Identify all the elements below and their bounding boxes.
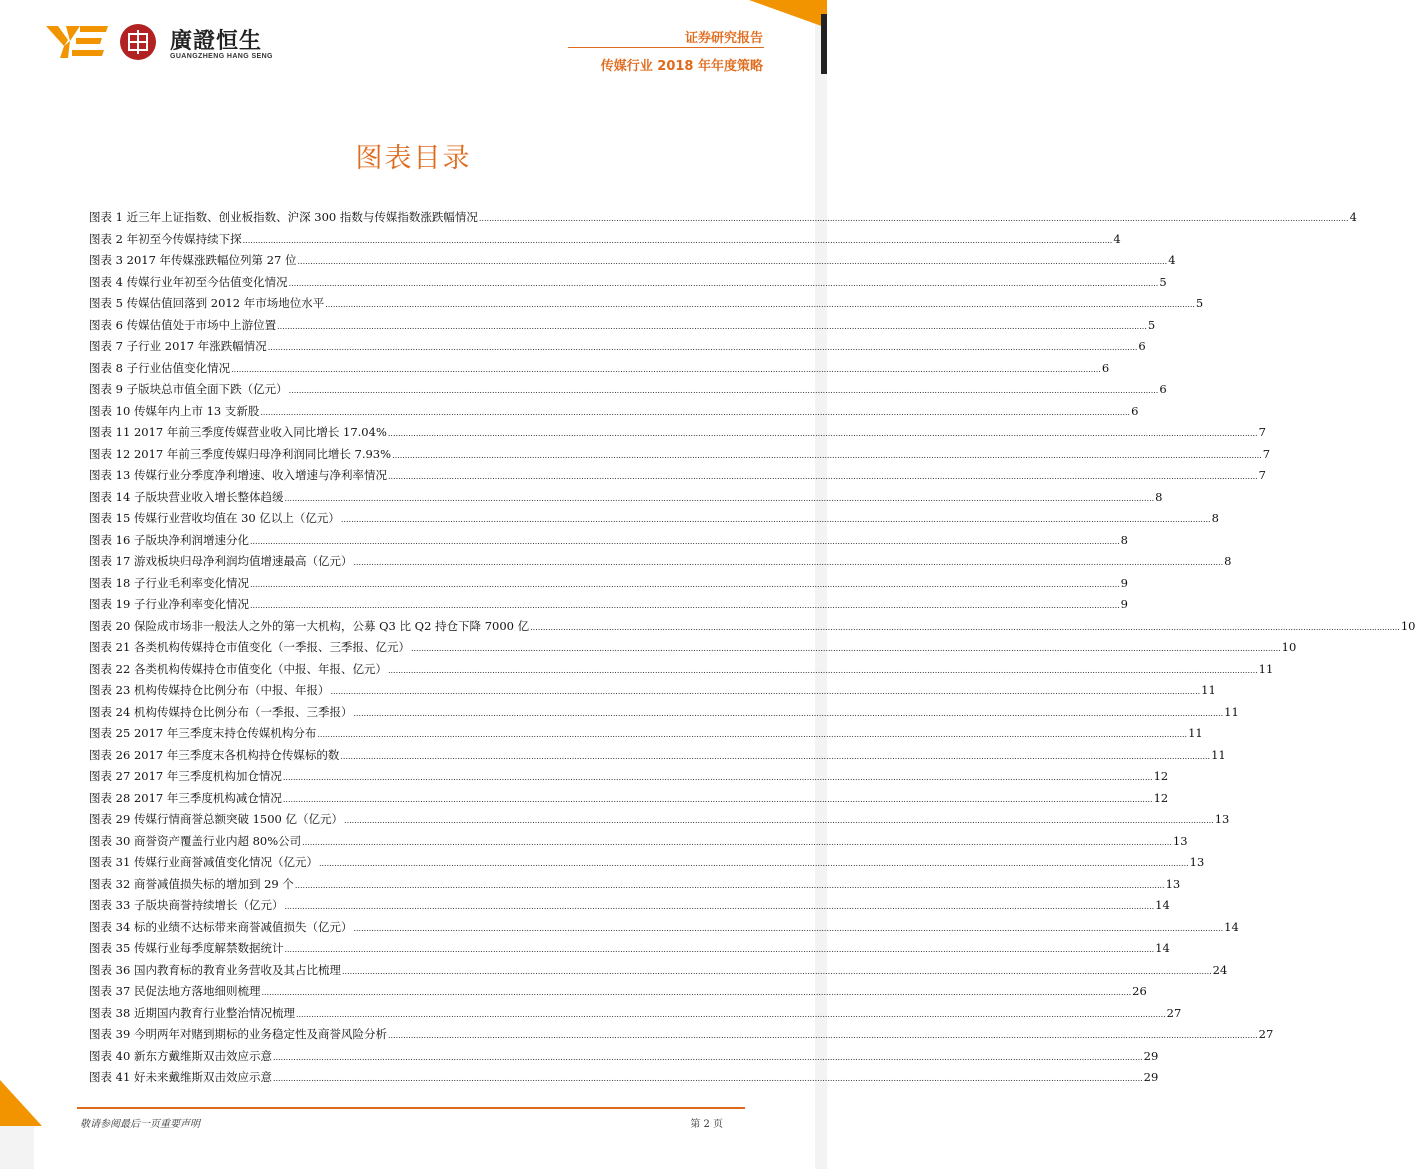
toc-entry-label: 图表 19 子行业净利率变化情况 bbox=[89, 597, 249, 611]
toc-entry[interactable] bbox=[89, 1024, 1274, 1046]
toc-entry-label: 图表 10 传媒年内上市 13 支新股 bbox=[89, 403, 260, 418]
toc-entry-label: 图表 15 传媒行业营收均值在 30 亿以上（亿元） bbox=[89, 511, 340, 525]
toc-entry-label: 图表 1 近三年上证指数、创业板指数、沪深 300 指数与传媒指数涨跌幅情况 bbox=[89, 210, 478, 224]
toc-entry-label: 图表 25 2017 年三季度末持仓传媒机构分布 bbox=[89, 726, 317, 740]
toc-entry[interactable] bbox=[89, 358, 1110, 380]
toc-entry[interactable] bbox=[89, 637, 1297, 659]
toc-leader-dots bbox=[392, 445, 1262, 467]
toc-leader-dots bbox=[298, 251, 1168, 273]
toc-entry-page: 6 bbox=[1131, 403, 1139, 418]
toc-entry[interactable] bbox=[89, 422, 1266, 444]
report-title: 传媒行业 2018 年年度策略 bbox=[600, 59, 763, 74]
page-number: 第 2 页 bbox=[690, 1119, 723, 1130]
toc-entry[interactable] bbox=[89, 1046, 1159, 1068]
toc-entry[interactable] bbox=[89, 1067, 1159, 1089]
toc-leader-dots bbox=[243, 230, 1113, 252]
toc-entry[interactable] bbox=[89, 831, 1188, 853]
toc-leader-dots bbox=[250, 574, 1120, 596]
toc-leader-dots bbox=[250, 595, 1120, 617]
toc-entry[interactable] bbox=[89, 530, 1128, 552]
report-type: 证券研究报告 bbox=[684, 31, 763, 46]
toc-entry-label: 图表 24 机构传媒持仓比例分布（一季报、三季报） bbox=[89, 704, 353, 719]
brand-subtitle: GUANGZHENG HANG SENG bbox=[170, 53, 273, 60]
toc-leader-dots bbox=[284, 488, 1154, 510]
toc-entry[interactable] bbox=[89, 981, 1147, 1003]
toc-entry-label: 图表 35 传媒行业每季度解禁数据统计 bbox=[89, 941, 284, 955]
toc-leader-dots bbox=[411, 638, 1281, 660]
toc-entry-label: 图表 41 好未来戴维斯双击效应示意 bbox=[89, 1070, 272, 1084]
toc-leader-dots bbox=[273, 1068, 1143, 1090]
header-divider bbox=[568, 47, 764, 48]
toc-entry[interactable] bbox=[89, 444, 1271, 466]
toc-entry-page: 8 bbox=[1224, 554, 1232, 568]
toc-entry-label: 图表 34 标的业绩不达标带来商誉减值损失（亿元） bbox=[89, 919, 353, 934]
toc-entry-page: 5 bbox=[1147, 317, 1156, 332]
toc-entry-label: 图表 39 今明两年对赌到期标的业务稳定性及商誉风险分析 bbox=[89, 1027, 387, 1041]
toc-entry[interactable] bbox=[89, 272, 1167, 294]
toc-entry-label: 图表 12 2017 年前三季度传媒归母净利润同比增长 7.93% bbox=[89, 446, 392, 461]
toc-entry-label: 图表 6 传媒估值处于市场中上游位置 bbox=[89, 317, 277, 332]
toc-entry[interactable] bbox=[89, 766, 1169, 788]
toc-entry-page: 29 bbox=[1143, 1048, 1159, 1063]
toc-entry[interactable] bbox=[89, 616, 1415, 638]
toc-entry-label: 图表 32 商誉减值损失标的增加到 29 个 bbox=[89, 876, 294, 891]
toc-entry-page: 14 bbox=[1155, 898, 1170, 912]
toc-entry[interactable] bbox=[89, 809, 1230, 831]
toc-leader-dots bbox=[250, 531, 1120, 553]
toc-entry[interactable] bbox=[89, 852, 1205, 874]
toc-leader-dots bbox=[302, 832, 1172, 854]
toc-entry[interactable] bbox=[89, 723, 1203, 745]
toc-entry-label: 图表 13 传媒行业分季度净利增速、收入增速与净利率情况 bbox=[89, 468, 387, 482]
toc-entry-label: 图表 27 2017 年三季度机构加仓情况 bbox=[89, 769, 282, 783]
toc-entry[interactable] bbox=[89, 594, 1128, 616]
toc-entry-page: 26 bbox=[1132, 984, 1147, 998]
toc-leader-dots bbox=[353, 703, 1223, 725]
toc-leader-dots bbox=[340, 746, 1210, 768]
toc-leader-dots bbox=[296, 1004, 1166, 1026]
toc-entry-page: 12 bbox=[1153, 790, 1169, 805]
toc-entry-label: 图表 36 国内教育标的教育业务营收及其占比梳理 bbox=[89, 962, 341, 977]
toc-entry-page: 13 bbox=[1214, 812, 1230, 826]
toc-leader-dots bbox=[353, 918, 1223, 940]
footer-disclaimer: 敬请参阅最后一页重要声明 bbox=[80, 1119, 200, 1130]
toc-leader-dots bbox=[388, 1025, 1258, 1047]
page-title: 图表目录 bbox=[355, 143, 472, 174]
toc-entry[interactable] bbox=[89, 401, 1139, 423]
toc-entry-page: 5 bbox=[1195, 296, 1204, 310]
toc-entry-page: 11 bbox=[1224, 704, 1239, 719]
toc-entry[interactable] bbox=[89, 336, 1146, 358]
toc-entry-label: 图表 28 2017 年三季度机构减仓情况 bbox=[89, 790, 282, 805]
toc-entry[interactable] bbox=[89, 788, 1169, 810]
toc-entry-label: 图表 21 各类机构传媒持仓市值变化（一季报、三季报、亿元） bbox=[89, 640, 410, 654]
toc-entry-label: 图表 29 传媒行情商誉总额突破 1500 亿（亿元） bbox=[89, 812, 344, 826]
toc-entry-page: 4 bbox=[1168, 253, 1176, 267]
toc-leader-dots bbox=[295, 875, 1165, 897]
toc-entry[interactable] bbox=[89, 917, 1239, 939]
corner-accent-top-right bbox=[749, 0, 827, 28]
toc-leader-dots bbox=[283, 789, 1153, 811]
toc-entry-page: 9 bbox=[1120, 597, 1128, 611]
toc-entry[interactable] bbox=[89, 938, 1170, 960]
corner-accent-bottom-left bbox=[0, 1080, 42, 1126]
toc-leader-dots bbox=[341, 509, 1211, 531]
toc-entry-page: 6 bbox=[1159, 382, 1167, 396]
toc-entry-label: 图表 18 子行业毛利率变化情况 bbox=[89, 575, 249, 590]
toc-leader-dots bbox=[388, 466, 1258, 488]
toc-entry[interactable] bbox=[89, 315, 1156, 337]
toc-entry-label: 图表 31 传媒行业商誉减值变化情况（亿元） bbox=[89, 855, 318, 869]
toc-entry[interactable] bbox=[89, 680, 1216, 702]
toc-entry-label: 图表 11 2017 年前三季度传媒营业收入同比增长 17.04% bbox=[89, 425, 387, 439]
toc-entry-label: 图表 4 传媒行业年初至今估值变化情况 bbox=[89, 274, 288, 289]
brand-logo-icon bbox=[46, 22, 110, 60]
toc-entry[interactable] bbox=[89, 702, 1239, 724]
footer-divider bbox=[77, 1107, 745, 1109]
toc-entry-label: 图表 38 近期国内教育行业整治情况梳理 bbox=[89, 1005, 295, 1020]
toc-entry-page: 11 bbox=[1211, 747, 1226, 762]
toc-leader-dots bbox=[283, 767, 1153, 789]
toc-entry-label: 图表 37 民促法地方落地细则梳理 bbox=[89, 984, 261, 998]
toc-entry-label: 图表 5 传媒估值回落到 2012 年市场地位水平 bbox=[89, 296, 325, 310]
toc-entry-page: 27 bbox=[1258, 1027, 1274, 1041]
toc-entry-label: 图表 23 机构传媒持仓比例分布（中报、年报） bbox=[89, 683, 330, 697]
toc-entry-page: 4 bbox=[1349, 210, 1357, 224]
toc-leader-dots bbox=[284, 939, 1154, 961]
toc-entry[interactable] bbox=[89, 508, 1219, 530]
toc-entry-page: 14 bbox=[1224, 919, 1239, 934]
toc-leader-dots bbox=[388, 423, 1258, 445]
toc-entry[interactable] bbox=[89, 229, 1121, 251]
toc-entry[interactable] bbox=[89, 487, 1163, 509]
corner-band-bottom-left bbox=[0, 1126, 34, 1169]
toc-entry-page: 7 bbox=[1262, 446, 1271, 461]
toc-leader-dots bbox=[530, 617, 1400, 639]
toc-entry-page: 14 bbox=[1155, 941, 1170, 955]
toc-entry-page: 8 bbox=[1120, 532, 1128, 547]
toc-entry-label: 图表 9 子版块总市值全面下跌（亿元） bbox=[89, 382, 288, 396]
toc-entry[interactable] bbox=[89, 895, 1170, 917]
toc-leader-dots bbox=[342, 961, 1212, 983]
toc-entry[interactable] bbox=[89, 551, 1232, 573]
figure-list bbox=[89, 207, 1415, 1089]
toc-entry-label: 图表 14 子版块营业收入增长整体趋缓 bbox=[89, 489, 284, 504]
toc-leader-dots bbox=[388, 660, 1258, 682]
toc-entry-page: 7 bbox=[1258, 425, 1266, 439]
toc-entry-page: 10 bbox=[1281, 640, 1297, 654]
toc-leader-dots bbox=[277, 316, 1147, 338]
toc-entry-label: 图表 2 年初至今传媒持续下探 bbox=[89, 231, 242, 246]
toc-entry-page: 8 bbox=[1155, 489, 1163, 504]
toc-entry[interactable] bbox=[89, 960, 1228, 982]
toc-entry-page: 12 bbox=[1153, 769, 1169, 783]
toc-entry-page: 11 bbox=[1188, 726, 1203, 740]
toc-leader-dots bbox=[344, 810, 1214, 832]
toc-entry-label: 图表 8 子行业估值变化情况 bbox=[89, 360, 231, 375]
corner-bar-top-right bbox=[821, 14, 827, 74]
toc-entry[interactable] bbox=[89, 207, 1357, 229]
toc-entry-page: 9 bbox=[1120, 575, 1128, 590]
toc-leader-dots bbox=[284, 896, 1154, 918]
toc-entry-label: 图表 17 游戏板块归母净利润均值增速最高（亿元） bbox=[89, 554, 353, 568]
toc-entry-label: 图表 30 商誉资产覆盖行业内超 80%公司 bbox=[89, 833, 302, 848]
toc-entry[interactable] bbox=[89, 250, 1176, 272]
toc-leader-dots bbox=[330, 681, 1200, 703]
toc-leader-dots bbox=[479, 208, 1349, 230]
toc-leader-dots bbox=[319, 853, 1189, 875]
toc-leader-dots bbox=[289, 273, 1159, 295]
brand-name: 廣證恒生 bbox=[170, 29, 263, 54]
toc-leader-dots bbox=[268, 337, 1138, 359]
toc-entry-label: 图表 7 子行业 2017 年涨跌幅情况 bbox=[89, 339, 267, 353]
toc-entry-label: 图表 40 新东方戴维斯双击效应示意 bbox=[89, 1048, 272, 1063]
toc-entry-page: 7 bbox=[1258, 468, 1266, 482]
toc-entry-label: 图表 16 子版块净利润增速分化 bbox=[89, 532, 249, 547]
toc-entry[interactable] bbox=[89, 874, 1181, 896]
brand-seal-icon bbox=[118, 22, 158, 62]
toc-entry[interactable] bbox=[89, 1003, 1182, 1025]
toc-entry[interactable] bbox=[89, 293, 1204, 315]
toc-leader-dots bbox=[231, 359, 1101, 381]
toc-entry-page: 13 bbox=[1172, 833, 1188, 848]
toc-entry-page: 5 bbox=[1159, 274, 1167, 289]
toc-entry-page: 11 bbox=[1201, 683, 1216, 697]
toc-leader-dots bbox=[273, 1047, 1143, 1069]
toc-entry-page: 6 bbox=[1138, 339, 1146, 353]
toc-entry-page: 13 bbox=[1165, 876, 1181, 891]
toc-entry-page: 13 bbox=[1189, 855, 1205, 869]
toc-entry-label: 图表 26 2017 年三季度末各机构持仓传媒标的数 bbox=[89, 747, 340, 762]
toc-entry[interactable] bbox=[89, 379, 1167, 401]
toc-leader-dots bbox=[325, 294, 1195, 316]
toc-entry[interactable] bbox=[89, 465, 1266, 487]
toc-entry-page: 27 bbox=[1166, 1005, 1182, 1020]
toc-entry-page: 6 bbox=[1101, 360, 1110, 375]
toc-entry-page: 4 bbox=[1113, 231, 1121, 246]
toc-entry-page: 8 bbox=[1211, 511, 1219, 525]
toc-entry-label: 图表 3 2017 年传媒涨跌幅位列第 27 位 bbox=[89, 253, 297, 267]
toc-entry-page: 24 bbox=[1212, 962, 1228, 977]
toc-leader-dots bbox=[353, 552, 1223, 574]
toc-entry-page: 11 bbox=[1258, 661, 1274, 676]
toc-entry[interactable] bbox=[89, 573, 1128, 595]
toc-entry-page: 10 bbox=[1400, 618, 1415, 633]
toc-entry-label: 图表 20 保险成市场非一般法人之外的第一大机构，公募 Q3 比 Q2 持仓下降 7000 亿 bbox=[89, 618, 530, 633]
toc-entry-page: 29 bbox=[1143, 1070, 1159, 1084]
toc-entry[interactable] bbox=[89, 659, 1274, 681]
toc-leader-dots bbox=[317, 724, 1187, 746]
toc-entry-label: 图表 33 子版块商誉持续增长（亿元） bbox=[89, 898, 284, 912]
toc-leader-dots bbox=[289, 380, 1159, 402]
toc-entry-label: 图表 22 各类机构传媒持仓市值变化（中报、年报、亿元） bbox=[89, 661, 387, 676]
toc-entry[interactable] bbox=[89, 745, 1226, 767]
toc-leader-dots bbox=[261, 982, 1131, 1004]
toc-leader-dots bbox=[260, 402, 1130, 424]
